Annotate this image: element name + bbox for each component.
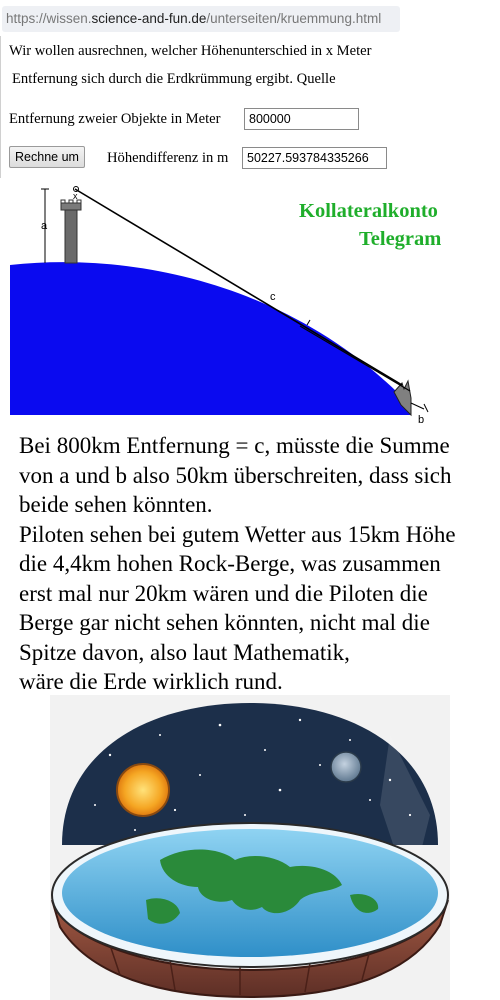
url-path: /unterseiten/kruemmung.html <box>206 11 382 26</box>
promo-line-2: Telegram <box>359 228 442 250</box>
label-c: c <box>270 291 276 303</box>
flat-earth-illustration <box>50 695 450 1000</box>
tangent-tick <box>307 320 310 325</box>
intro-line-1: Wir wollen ausrechnen, welcher Höhenunterschied in x Meter <box>9 43 372 59</box>
browser-address-bar[interactable] <box>0 0 500 36</box>
calculate-button[interactable]: Rechne um <box>9 146 85 168</box>
paragraph-line: beide sehen könnten. <box>19 492 213 517</box>
label-x: x <box>73 191 78 201</box>
paragraph-line: wäre die Erde wirklich rund. <box>19 669 283 694</box>
height-difference-label: Höhendifferenz in m <box>107 150 229 166</box>
promo-line-1: Kollateralkonto <box>299 200 438 222</box>
paragraph-line: Spitze davon, also laut Mathematik, <box>19 639 350 665</box>
frame-border <box>0 36 1 178</box>
paragraph-line: erst mal nur 20km wären und die Piloten die <box>19 580 428 606</box>
label-b: b <box>418 414 425 423</box>
distance-input[interactable] <box>244 108 359 130</box>
distance-label: Entfernung zweier Objekte in Meter <box>9 111 221 127</box>
paragraph-line: Berge gar nicht sehen könnten, nicht mal die <box>19 610 430 635</box>
moon-icon <box>331 752 361 782</box>
dim-line-b <box>411 403 428 412</box>
label-a: a <box>41 220 48 232</box>
height-difference-output[interactable] <box>242 147 387 169</box>
tower-top <box>61 203 81 210</box>
paragraph-line: die 4,4km hohen Rock-Berge, was zusammen <box>19 551 441 576</box>
sun-icon <box>117 764 169 816</box>
url-prefix: https://wissen. <box>6 11 92 26</box>
intro-line-2: Entfernung sich durch die Erdkrümmung ergibt. Quelle <box>12 71 336 87</box>
url-text[interactable] <box>6 11 381 26</box>
paragraph-line: von a und b also 50km überschreiten, dass sich <box>19 462 452 488</box>
paragraph-line: Piloten sehen bei gutem Wetter aus 15km Höhe <box>19 521 456 547</box>
tower <box>65 209 77 263</box>
earth-surface <box>10 262 411 415</box>
explanation-paragraph <box>19 431 494 697</box>
url-host: science-and-fun.de <box>91 11 207 26</box>
paragraph-line: Bei 800km Entfernung = c, müsste die Summe <box>19 433 450 458</box>
